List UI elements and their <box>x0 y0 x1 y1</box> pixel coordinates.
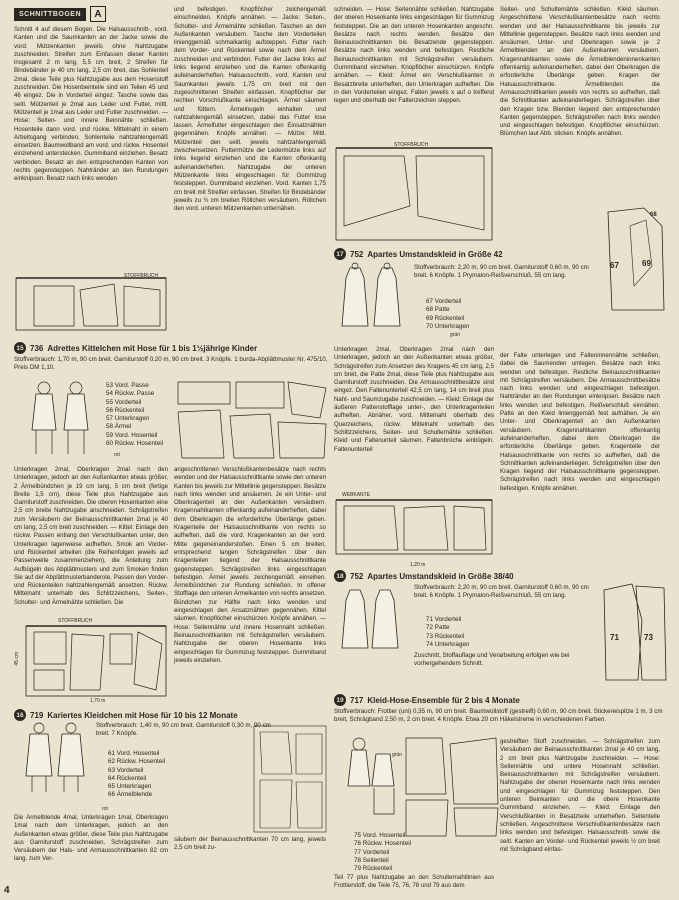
legend-item: 56 Rückenteil <box>106 406 145 414</box>
svg-text:73: 73 <box>644 633 653 642</box>
pattern-pieces-19 <box>402 734 502 840</box>
section-15-text-left: Unterkragen 2mal, Oberkragen 2mal nach den Unterkragen, jedoch an den Außenkanten etwas größer, 2 Ärmelbündchen je 19 cm lang, 5 cm breit (fertige Breite 1,5 cm), diese Teile plus Nahtzugabe aus Garniturstoff zuschneiden. Die oberen Hosenkanten eine 2,5 cm breite Nahtzugabe anschneiden. Schrägstreifen zum Versäubern der Beinausschnittkanten 2mal je 40 cm lang, 2,5 cm breit zuschneiden. — Kittel: Einlage den rückw. Passen entlang den Verschlußkanten unter, den Unterkragen lagenweise aufheften. Smok am Vorder- und Rückenteil arbeiten (die Reihenfolgen jeweils auf Passenweite zusammenziehen), die Anleitung zum Aufbügeln des Abplättmusters und zum Smoken finden Sie auf der Abplättmusterbanderole. Passen den Vorder- und Rückenteilen nahtzahlengemäß ansetzen. Rückw. Mittelnaht unterhalb des Schlitzzeichens, Seiten-, Schulter- und Ärmelnähte schließen. Die <box>14 466 168 606</box>
legend-item: 77 Vorderteil <box>354 848 390 856</box>
legend-item: 70 Unterkragen <box>426 322 470 330</box>
pattern-pieces-18 <box>602 580 668 684</box>
section-17-text-right: der Falte unterlegen und Falteninnennähte schließen, dabei die Saumenden umlegen. Besätze nach links wenden und befestigen. Restliche Beinausschnittkanten mit Schrägstreifen versäubern. Die Armausschnittbesätze nach links wenden und eingeschlagen befestigen. Nahtränder an den Rundungen einknipsen. Besätze nach links wenden und befestigen. Reißverschluß einnähen. Patte an den Kleid linienggemäß fest aufnähen. Je ein Unter- und Oberkragenteil an den Außenkanten versäubern. Kragennahtkanten offenkantig aufeinanderheften, dabei dem Oberkragen die erforderliche Überlänge geben. Kragenteile der Halsausschnittkante von rechts so aufheften, daß die Schnittkanten aufeinanderliegen. Schrägstreifen über den Kragen liegend der Halsausschnittkante gegensteppen. Schrägstreifen nach links wenden und eingeschlagen befestigen. Knöpfe annähen. <box>500 352 660 492</box>
width-label-170: 1,70 m <box>90 698 106 704</box>
section-18-note: Zuschnitt, Stoffauflage und Verarbeitung erfolgen wie bei vorhergehendem Schnitt. <box>414 652 570 668</box>
legend-item: 61 Vord. Hosenteil <box>108 750 160 757</box>
section-17-legend <box>426 298 469 331</box>
legend-item: 60 Rückw. Hosenteil <box>106 440 164 448</box>
section-17-number: 17 <box>334 248 346 260</box>
legend-item: 68 Patte <box>426 306 450 314</box>
section-19-text-left: Teil 77 plus Nahtzugabe an den Schulternahtlinien aus Frottierstoff, die Teile 75, 76, 78 und 79 aus dem <box>334 874 494 890</box>
pattern-pieces-15 <box>174 378 330 462</box>
section-16-heading <box>14 709 238 721</box>
svg-text:69: 69 <box>642 259 651 268</box>
legend-item: 75 Vord. Hosenteil <box>354 832 406 839</box>
stoffbruch-label-15: STOFFBRUCH <box>58 618 93 624</box>
legend-item: 71 Vorderteil <box>426 616 462 623</box>
section-16-fabric: Stoffverbrauch: 1,40 m, 90 cm breit. Garniturstoff 0,30 m, 90 cm breit. 7 Knöpfe. <box>96 722 271 738</box>
legend-item: 76 Rückw. Hosenteil <box>354 840 412 848</box>
section-19-text-right: gestreiften Stoff zuschneiden. — Schrägstreifen zum Versäubern der Beinausschnittkanten 2mal je 40 cm lang, 2 cm breit plus Nahtzugabe zuschneiden. — Hose: Seitennähte und untere Hosennaht schließen. Beinausschnittkanten mit Schrägstreifen versäubern. Nahtzugabe der oberen Hosenkante nach links wenden und eingeschlagen für Gummizug feststeppen. Den unteren Beinkanten und die obere Hosenkante Gummiband einziehen. — Kleid: Einlage den Verschlußkanten in Besatzteile unterheften. Seitenteile schließen. Angeschnittene Verschlußkantenbesätze nach links wenden und befestigen. Halsausschnitt- sowie die seitl. Kanten am Vorder- und Rückenteil jeweils ½ cm breit mit Schrägband einfas- <box>500 738 660 853</box>
legend-item: 66 Ärmelblende <box>108 791 153 799</box>
gruen-label-17: grün <box>450 332 461 338</box>
section-16-title: Kariertes Kleidchen mit Hose für 10 bis 12 Monate <box>47 710 238 720</box>
legend-item: 69 Rückenteil <box>426 314 465 322</box>
webkante-label: WEBKANTE <box>342 492 371 498</box>
burda-logo: A <box>90 6 106 22</box>
section-17-article: 752 <box>350 249 364 259</box>
section-19-article: 717 <box>350 695 364 705</box>
col2-top-text: und befestigen. Knopflöcher zeichengemäß einschneiden. Knöpfe annähen. — Jacke: Seiten-, Schulter- und Ärmelnähte schließen. Taschen an den Außenkanten versäubern. Tasche den Vorderteilen linienggemäß schmalkantig aufsteppen. Futter nach dem Vorder- und Rückenteil sowie nach dem Ärmel zuschneiden und verbinden. Futter der Jacke links auf links liegend einziehen und die Kanten offenkantig aufeinanderheften. Halsausschnitt-, vord. Kanten und Saumkanten jeweils 1,75 cm breit mit den zugeschnittenen Streifen einfassen. Knopflöcher der rechten Vorschlußkante einschlagen. Ärmel säumen und füttern. Ärmelnugeln einhalten und nahtzahlengemäß einsetzen, dabei das Futter lose lassen. Ärmelfutter eingeschlagen den Einsatznähten gegennähen. Knöpfe annähen. — Mütze: Mittl. Mützenteil den seitl. jeweils nahtzahlengemäß zwischensetzen. Futtermütze der Ledermütze links auf links liegend einziehen und die Kanten offenkantig aufeinanderheften. Nahtzugabe der unteren Mützenkante links eingeschlagen für Gummizug feststeppen. Gummiband einziehen. Vord. Kanten 1,75 cm breit mit Streifen einfassen. Streifen für Bindebänder jeweils zu ¾ cm breiten Röllchen versäubern. Röllchen den vord. unteren Mützenkanten unternähen. <box>174 6 326 213</box>
gruen-label-19: grün <box>392 752 403 758</box>
svg-text:71: 71 <box>610 633 619 642</box>
legend-item: 58 Ärmel <box>106 423 132 431</box>
section-16-article: 719 <box>30 710 44 720</box>
section-18-heading <box>334 570 514 582</box>
page-header <box>14 6 106 22</box>
pattern-pieces-17 <box>604 206 668 316</box>
section-18-fabric: Stoffverbrauch: 2,20 m, 90 cm breit. Garniturstoff 0,60 m, 90 cm breit. 6 Knöpfe. 1 Prymalon-Reißverschluß, 55 cm lang. <box>414 584 589 600</box>
legend-item: 62 Rückw. Hosenteil <box>108 758 166 766</box>
height-label-45: 45 cm <box>14 652 20 666</box>
section-18-title: Apartes Umstandskleid in Größe 38/40 <box>367 571 514 581</box>
dress-illustration-18 <box>338 586 404 652</box>
pattern-pieces-16 <box>252 724 328 834</box>
legend-item: 54 Rückw. Passe <box>106 390 155 398</box>
legend-item: 73 Rückenteil <box>426 632 465 640</box>
legend-item: 57 Unterkragen <box>106 415 150 423</box>
legend-item: 79 Rückenteil <box>354 865 393 873</box>
section-16-text-left: Die Ärmelblende 4mal, Unterkragen 1mal, Oberkragen 1mal nach dem Unterkragen, jedoch an den Außenkanten etwas größer, diese Teile plus Nahtzugabe aus Garniturstoff zuschneiden. Schrägstreifen zum Versäubern der Hals- und Armausschnittkanten 82 cm lang, zum Ver- <box>14 814 168 863</box>
section-16-number: 16 <box>14 709 26 721</box>
section-19-number: 19 <box>334 694 346 706</box>
section-19-fabric: Stoffverbrauch: Frottier (uni) 0,35 m, 90 cm breit. Baumwollstoff (gestreift) 0,60 m, 90 cm breit. Stickereispitze 1 m, 3 cm breit, Schrägband 2,50 m, 2 cm breit. 4 Knöpfe. Etwa 20 cm Häkelstreme in verschiedenen Farben. <box>334 708 663 724</box>
section-15-legend <box>106 382 163 448</box>
stoffbruch-label-1: STOFFBRUCH <box>124 273 159 279</box>
magazine-page <box>14 6 668 892</box>
dress-illustration-17 <box>338 264 408 330</box>
section-17-title: Apartes Umstandskleid in Größe 42 <box>367 249 503 259</box>
legend-item: 74 Unterkragen <box>426 640 470 648</box>
section-15-title: Adrettes Kittelchen mit Hose für 1 bis 1½jährige Kinder <box>47 343 258 353</box>
legend-item: 78 Seitenteil <box>354 856 389 864</box>
stoffbruch-label-2: STOFFBRUCH <box>394 142 429 148</box>
child-illustration-15 <box>22 380 98 458</box>
section-16-text-right: säubern der Beinausschnittkanten 70 cm lang, jeweils 2,5 cm breit zu- <box>174 836 326 852</box>
section-17-text-left: Unterkragen 2mal, Oberkragen 2mal nach den Unterkragen, jedoch an den Außenkanten etwas größer, Schrägstreifen zum Ansetzen des Kragens 45 cm lang, 2,5 cm breit, die Patte 2mal, diese Teile plus Nahtzugabe aus Garniturstoff zuschneiden. Die Armausschnittbesätze sind eingez. Den Faltenunterteil 42,5 cm lang, 14 cm breit plus Naht- und Saumzugabe zuschneiden. — Kleid: Einlage der äußeren Pattenstofflage unter-, den Unterkragenteilen aufheften. Abnäher, vord. Mittelnaht oberhalb des Querzeichens, rückw. Mittelnaht unterhalb des Schlitzzeichens, Seiten- und Schulternähte schließen. Kleid und Faltenunteil säumen. Faltenbrüche einbügeln. Faltenunterteil <box>334 346 494 453</box>
page-number: 4 <box>4 885 10 896</box>
legend-item: 67 Vorderteil <box>426 298 462 305</box>
legend-item: 59 Vord. Hosenteil <box>106 431 158 439</box>
section-15-heading <box>14 342 257 354</box>
legend-item: 72 Patte <box>426 624 450 632</box>
legend-item: 64 Rückenteil <box>108 774 147 782</box>
svg-text:68: 68 <box>650 212 657 218</box>
col3-top-text: schneiden. — Hose: Seitennähte schließen. Nahtzugabe der oberen Hosenkante links eingeschlagen für Gummizug feststeppen. Die an den unteren Hosenkanten angeschn. Besätze nach rechts wenden. Besätze den Beinausschnittkanten bis Besatzende gegensteppen. Besätze nach links wenden und befestigen. Restliche Beinausschnittkanten mit Schrägstreifen versäubern. Gummiband einziehen. Knopflöcher einschürzen. Knöpfe annähen. — Kleid: Ärmel ein Verschlußkanten in Besatzbreite unterheften, den Unterkragen aufheften. Die in den Vorderteilen eingez. Falten jeweils x auf o treffend legen und oberhalb der Faltenzeichen steppen. <box>334 6 494 105</box>
col1-top-text: Schnitt 4 auf diesem Bogen. Die Halsausschnitt-, vord. Kanten und die Saumkanten an der Jacke sowie die vord. Mützenkanten jeweils ohne Nahtzugabe zuschneiden. Streifen zum Einfassen dieser Kanten insgesamt 2 m lang, 5,5 cm breit, 2 Streifen für Bindebänder je 40 cm lang, 2,5 cm breit, das Sohlenteil 2mal, diese Teile plus Nahtzugabe aus dem Hosenstoff zuschneiden. Die Hosenbeinteile sind ein Teilen 45 und 46 eingez. Die in Vorderteil eingez. Tasche sowie das seitl. Mützenteil je 2mal aus Leder und Futter, mittl. Mützenteil je 1mal aus Leder und Futter zuschneiden. — Hose: Seiten- und innere Beinnähte schließen. Hosenteile dann vord. und rückw. Mittelnaht in einem Arbeitsgang verbinden. Sohlenteile nahtzahlengemäß einsetzen. Baumwollband am vord. und rückw. Hosenteil einziehend unterstecken. Gummiband einziehen. Besatz verbinden. Besatz an den entsprechenden Kanten von rechts gegensteppen. Nahtränder an den Rundungen einknipsen. Besatz nach links wenden <box>14 26 168 183</box>
pattern-layout-15 <box>16 624 168 704</box>
rot-label-15: rot <box>114 452 120 458</box>
section-15-fabric: Stoffverbrauch: 1,70 m, 90 cm breit. Garniturstoff 0,20 m, 90 cm breit. 3 Knöpfe. 1 burda-Abplättmuster Nr. 475/10, Preis DM 1,10. <box>14 356 328 372</box>
section-16-legend <box>108 750 165 800</box>
width-label-120: 1,20 m <box>410 562 426 568</box>
legend-item: 53 Vord. Passe <box>106 382 149 389</box>
section-19-heading <box>334 694 520 706</box>
section-19-title: Kleid-Hose-Ensemble für 2 bis 4 Monate <box>367 695 520 705</box>
legend-item: 63 Vorderteil <box>108 766 144 774</box>
svg-text:67: 67 <box>610 261 619 270</box>
col4-top-text: Seiten- und Schulternähte schließen. Kleid säumen. Angeschnittene Verschlußkantenbesätze nach rechts wenden und der Halsausschnittkante bis jeweils zur Mittellinie gegensteppen. Besätze nach links wenden und ansäumen. Unter- und Oberkragen sowie je 2 Ärmelblenden an den Außenkanten versäubern. Kragennahtkanten sowie die Ärmelblendeninnenkanten offenkantig aufeinanderheften, dabei den Oberkragen die erforderliche Überlänge geben. Kragen der Halsausschnittkante. Ärmelblenden die Armausschnittkanten jeweils von rechts so aufheften, daß die Schnittkanten aufeinanderliegen. Schrägstreifen über den Kragen bzw. Blenden liegend den entsprechenden Kanten gegensteppen. Schrägstreifen nach links wenden und eingeschlagen befestigen. Knopflöcher einschürzen. Blümchen laut Abb. sticken. Knöpfe annähen. <box>500 6 660 138</box>
section-18-legend <box>426 616 469 649</box>
rot-label-16: rot <box>102 806 108 812</box>
legend-item: 65 Unterkragen <box>108 783 152 791</box>
child-illustration-16 <box>18 722 92 794</box>
pattern-layout-17 <box>334 494 494 560</box>
section-15-article: 736 <box>30 343 44 353</box>
section-17-heading <box>334 248 503 260</box>
section-15-text-right: angeschnittenen Verschlußkantenbesätze nach rechts wenden und der Halsausschnittkante sowie den unteren Kanten bis jeweils zur Mittellinie gegensteppen. Besätze nach links wenden und ansäumen. Je ein Unter- und Oberkragenteil an den Außenkanten versäubern. Kragennahtkanten offenkantig aufeinanderheften, dabei dem Oberkragen die erforderliche Überlänge geben. Kragenteile der Halsausschnittkante von rechts so aufheften, daß die vord. Kragenkanten an der vord. Mitte gegeneinanderstoßen. Einen 5 cm breiten, entsprechend langen Schrägstreifen über den Kragenteilen liegend der Halsausschnittkante gegensteppen. Schrägstreifen links eingeschlagen befestigen. Ärmel jeweils zeichengemäß einreihen. Ärmelbündchen zur Rundung schließen. In offener Stofflage den unteren Ärmelkanten von rechts ansetzen. Bündchen zur Hälfte nach links wenden und eingeschlagen den Ansatznähten gegennähen. Kittel säumen. Knopflöcher einschürzen. Knöpfe annähen. — Hose: Seitennähte und innere Hosennaht schließen. Beinausschnittkanten mit Schrägstreifen versäubern. Nahtzugabe der oberen Hosenkante links eingeschlagen für Gummizug feststeppen. Gummiband jeweils einziehen. <box>174 466 326 664</box>
section-18-article: 752 <box>350 571 364 581</box>
pattern-layout-figure-15-hose <box>334 146 494 242</box>
section-tag: SCHNITTBOGEN <box>14 8 86 21</box>
section-18-number: 18 <box>334 570 346 582</box>
legend-item: 55 Vorderteil <box>106 398 142 406</box>
baby-illustration-19 <box>338 736 398 818</box>
section-17-fabric: Stoffverbrauch: 2,20 m, 90 cm breit. Garniturstoff 0,60 m, 90 cm breit. 6 Knöpfe. 1 Prymalon-Reißverschluß, 55 cm lang. <box>414 264 589 280</box>
pattern-layout-figure-14 <box>14 276 168 332</box>
section-15-number: 15 <box>14 342 26 354</box>
section-19-legend <box>354 832 411 873</box>
